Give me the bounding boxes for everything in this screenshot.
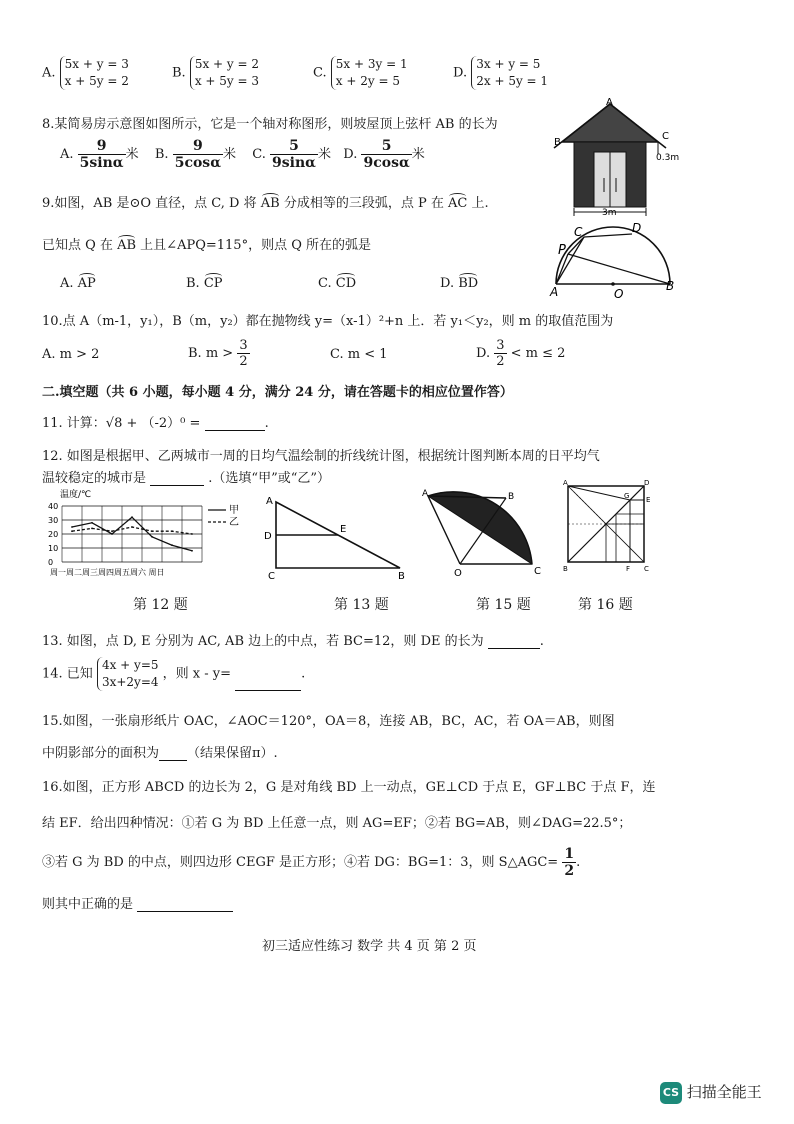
q8-a-fraction (78, 138, 126, 171)
q12-chart-xlabel: 周一周二周三周四周五周六 周日 (50, 568, 165, 577)
q10-b-num: 3 (239, 338, 248, 353)
q8-a-unit: 米 (125, 147, 139, 162)
q11-line (42, 412, 269, 431)
q7-a-eq1: 5x + y = 3 (64, 57, 129, 71)
q7-option-d (453, 56, 548, 90)
q8-fig-label-3m: 3m (602, 208, 617, 216)
q8-a-label: A. (60, 147, 74, 162)
q7-option-a-system (60, 56, 129, 90)
q12-chart-point (131, 516, 133, 518)
q12-chart-point (131, 526, 133, 528)
q12-chart-point (191, 550, 193, 552)
q13-answer-blank[interactable] (488, 648, 540, 649)
q7-d-eq2: 2x + 5y = 1 (476, 74, 549, 88)
q8-fig-label-03m: 0.3m (656, 153, 680, 163)
q10-d-fraction (494, 338, 506, 369)
q9-fig-label-d: D (632, 221, 642, 235)
q7-option-b-label: B. (172, 65, 186, 81)
q10-option-a: A. m > 2 (42, 347, 100, 362)
q12-chart-point (71, 530, 73, 532)
q12-chart-ytick-label: 0 (48, 558, 54, 567)
q16-fig-label-b: B (563, 565, 568, 573)
q10-option-c: C. m < 1 (330, 347, 388, 362)
q9-fig-label-c: C (574, 225, 583, 239)
q12-line2 (42, 467, 330, 486)
camscanner-text: 扫描全能王 (686, 1083, 762, 1101)
q9-option-d (440, 276, 478, 291)
camscanner-watermark (660, 1081, 762, 1104)
q10-option-d (476, 338, 565, 369)
camscanner-logo-icon: CS (660, 1082, 682, 1104)
q16-fig-label-f: F (626, 565, 631, 573)
q7-a-eq2: x + 5y = 2 (64, 74, 129, 88)
q8-a-den: 5sinα (79, 155, 124, 171)
q9-text-part1: 9.如图，AB 是⊙O 直径，点 C, D 将 (42, 196, 257, 211)
q12-chart-ytick-label: 40 (48, 502, 59, 511)
q15-fig-label-a: A (422, 489, 429, 499)
q14-line (42, 657, 305, 691)
q16-answer-blank[interactable] (137, 911, 233, 912)
q12-chart-ytick-label: 30 (48, 516, 59, 525)
q11-period: . (264, 416, 269, 431)
q16-fig-label-a: A (563, 479, 568, 487)
q12-chart-series-line-yi (72, 527, 192, 534)
q16-line3-text: ③若 G 为 BD 的中点，则四边形 CEGF 是正方形；④若 DG：BG=1：3，则 S△AGC= (42, 855, 559, 870)
q15-answer-blank[interactable] (159, 760, 187, 761)
q16-line3 (42, 846, 580, 879)
q10-d-suffix: < m ≤ 2 (510, 346, 566, 361)
q7-option-d-label: D. (453, 65, 468, 81)
q9-a-arc: AP (77, 276, 96, 291)
q14-prefix: 14. 已知 (42, 666, 93, 682)
q7-b-eq2: x + 5y = 3 (194, 74, 260, 88)
q8-options (60, 138, 425, 171)
q7-c-eq1: 5x + 3y = 1 (335, 57, 408, 71)
q16-line4 (42, 893, 233, 912)
q14-system (97, 657, 159, 691)
q9-d-label: D. (440, 276, 455, 291)
q12-chart-point (111, 533, 113, 535)
q15-fig-label-c: C (534, 566, 541, 577)
q13-fig-label-e: E (340, 524, 347, 535)
q12-chart-point (111, 530, 113, 532)
q12-chart-grid (62, 506, 202, 562)
q9-fig-label-a: A (550, 285, 559, 299)
q13-period: . (539, 634, 544, 649)
q7-option-c-label: C. (313, 65, 327, 81)
q10-b-fraction (237, 338, 249, 369)
q9-arc-ac: AC (448, 196, 468, 211)
q12-chart-yticks (48, 502, 58, 567)
q8-c-unit: 米 (317, 147, 331, 162)
q15-fig-label-b: B (508, 492, 515, 502)
q9-b-arc: CP (203, 276, 223, 291)
q8-d-fraction (361, 138, 411, 171)
q10-b-prefix: B. m > (188, 346, 234, 361)
q12-chart-point (191, 533, 193, 535)
q12-chart-point (171, 544, 173, 546)
q8-b-label: B. (154, 147, 169, 162)
q12-legend-jia: 甲 (229, 505, 239, 516)
q12-chart-ylabel: 温度/℃ (60, 490, 92, 500)
q9-b-label: B. (186, 276, 200, 291)
q12-line2-text: 温较稳定的城市是 (42, 471, 147, 486)
q12-legend-yi: 乙 (229, 517, 239, 528)
q9-text-part2: 分成相等的三段弧，点 P 在 (283, 196, 444, 211)
q8-d-den: 9cosα (363, 155, 410, 171)
q14-period: . (301, 666, 306, 682)
q16-fig-label-g: G (624, 492, 630, 500)
q8-c-fraction (270, 138, 318, 171)
q12-chart-ytick-label: 20 (48, 530, 59, 539)
q14-eq2: 3x+2y=4 (101, 675, 159, 689)
q7-option-b-system (190, 56, 259, 90)
page-footer: 初三适应性练习 数学 共 4 页 第 2 页 (262, 939, 477, 954)
q15-line1: 15.如图，一张扇形纸片 OAC，∠AOC＝120°，OA＝8，连接 AB，BC，AC，若 OA＝AB，则图 (42, 714, 615, 729)
q15-fig-label-o: O (454, 568, 462, 579)
q10-text: 10.点 A（m-1，y₁），B（m，y₂）都在抛物线 y=（x-1）²+n 上．若 y₁＜y₂，则 m 的取值范围为 (42, 314, 614, 329)
q16-fraction (562, 846, 576, 879)
q9-fig-label-b: B (666, 279, 675, 293)
q13-text: 13. 如图，点 D, E 分别为 AC, AB 边上的中点，若 BC=12，则 DE 的长为 (42, 634, 484, 649)
q12-line2-suffix: .（选填“甲”或“乙”） (208, 471, 331, 486)
q9-fig-label-o: O (614, 287, 624, 300)
q16-square-figure (560, 478, 652, 574)
q16-den: 2 (564, 863, 575, 879)
q7-b-eq1: 5x + y = 2 (194, 57, 260, 71)
q7-d-eq1: 3x + y = 5 (476, 57, 541, 71)
q10-option-b (188, 338, 250, 369)
q16-line3-suffix: . (576, 855, 581, 870)
q9-d-arc: BD (458, 276, 479, 291)
q7-option-c-system (331, 56, 408, 90)
q12-chart-ytick-label: 10 (48, 544, 59, 553)
q13-fig-label-a: A (266, 496, 273, 507)
q12-chart-point (151, 530, 153, 532)
q14-answer-blank[interactable] (235, 690, 301, 691)
q16-line4-text: 则其中正确的是 (42, 897, 134, 912)
q16-num: 1 (564, 846, 575, 862)
q11-answer-blank[interactable] (205, 430, 265, 431)
q10-d-prefix: D. (476, 346, 491, 361)
q9-c-arc: CD (335, 276, 357, 291)
q10-b-den: 2 (239, 354, 248, 369)
q9-c-label: C. (318, 276, 332, 291)
q10-d-den: 2 (496, 354, 505, 369)
q7-option-b (172, 56, 259, 90)
section-2-heading: 二.填空题（共 6 小题，每小题 4 分，满分 24 分，请在答题卡的相应位置作答） (42, 385, 513, 400)
q9-line1 (42, 192, 489, 211)
q16-fig-label-d: D (644, 479, 650, 487)
caption-q12: 第 12 题 (133, 597, 188, 613)
q12-chart-point (151, 536, 153, 538)
q16-line2: 结 EF．给出四种情况：①若 G 为 BD 上任意一点，则 AG=EF；②若 BG=AB，则∠DAG=22.5°； (42, 816, 632, 831)
q9-a-label: A. (60, 276, 74, 291)
q7-option-a-label: A. (42, 65, 56, 81)
q9-line2-part2: 上且∠APQ=115°，则点 Q 所在的弧是 (140, 238, 371, 253)
q9-fig-label-p: P (558, 243, 566, 258)
q14-question: ，则 x - y= (162, 666, 232, 682)
q7-option-c (313, 56, 408, 90)
q9-line2 (42, 234, 371, 253)
q12-line-chart (40, 486, 250, 578)
q13-triangle-figure (258, 492, 414, 582)
q14-eq1: 4x + y=5 (101, 658, 159, 672)
q8-house-figure (552, 96, 682, 216)
q10-d-num: 3 (496, 338, 505, 353)
q12-chart-point (71, 526, 73, 528)
q8-d-unit: 米 (411, 147, 425, 162)
q8-c-num: 5 (270, 138, 318, 155)
q9-option-c (318, 276, 356, 291)
q8-a-num: 9 (78, 138, 126, 155)
q12-chart-point (171, 530, 173, 532)
q7-option-a (42, 56, 129, 90)
q9-line2-part1: 已知点 Q 在 (42, 238, 113, 253)
caption-q13: 第 13 题 (334, 597, 389, 613)
q13-fig-label-b: B (398, 571, 405, 582)
q8-c-label: C. (252, 147, 266, 162)
q13-fig-label-d: D (264, 531, 272, 542)
q16-line1: 16.如图，正方形 ABCD 的边长为 2，G 是对角线 BD 上一动点，GE⊥CD 于点 E，GF⊥BC 于点 F，连 (42, 780, 656, 795)
q15-line2 (42, 742, 278, 761)
q8-d-label: D. (343, 147, 358, 162)
q8-fig-label-a: A (606, 97, 613, 108)
caption-q16: 第 16 题 (578, 597, 633, 613)
q13-fig-label-c: C (268, 571, 275, 582)
q15-line2-text: 中阴影部分的面积为 (42, 746, 160, 761)
q8-b-fraction (173, 138, 223, 171)
q15-sector-figure (420, 488, 545, 580)
q12-chart-point (91, 522, 93, 524)
q9-option-a (60, 276, 96, 291)
q8-b-unit: 米 (222, 147, 236, 162)
q8-d-num: 5 (361, 138, 411, 155)
q8-text: 8.某简易房示意图如图所示，它是一个轴对称图形，则坡屋顶上弦杆 AB 的长为 (42, 117, 498, 132)
q12-chart-point (91, 528, 93, 530)
q8-b-num: 9 (173, 138, 223, 155)
q12-line1: 12. 如图是根据甲、乙两城市一周的日均气温绘制的折线统计图，根据统计图判断本周的日平均气 (42, 449, 600, 464)
q8-fig-label-b: B (554, 137, 561, 148)
q9-arc-ab: AB (260, 196, 280, 211)
q9-text-part3: 上. (471, 196, 489, 211)
q9-option-b (186, 276, 223, 291)
q16-fig-label-c: C (644, 565, 649, 573)
q8-b-den: 5cosα (174, 155, 221, 171)
q9-arc-ab-2: AB (117, 238, 137, 253)
q13-line (42, 630, 544, 649)
q11-text: 11. 计算：√8 + （-2）⁰ = (42, 416, 201, 431)
q8-c-den: 9sinα (272, 155, 316, 171)
q15-line2-suffix: （结果保留π）. (187, 746, 278, 761)
q7-c-eq2: x + 2y = 5 (335, 74, 400, 88)
q16-fig-label-e: E (646, 496, 651, 504)
q9-semicircle-figure (548, 220, 678, 300)
q8-fig-label-c: C (662, 131, 669, 142)
caption-q15: 第 15 题 (476, 597, 531, 613)
q7-option-d-system (471, 56, 548, 90)
